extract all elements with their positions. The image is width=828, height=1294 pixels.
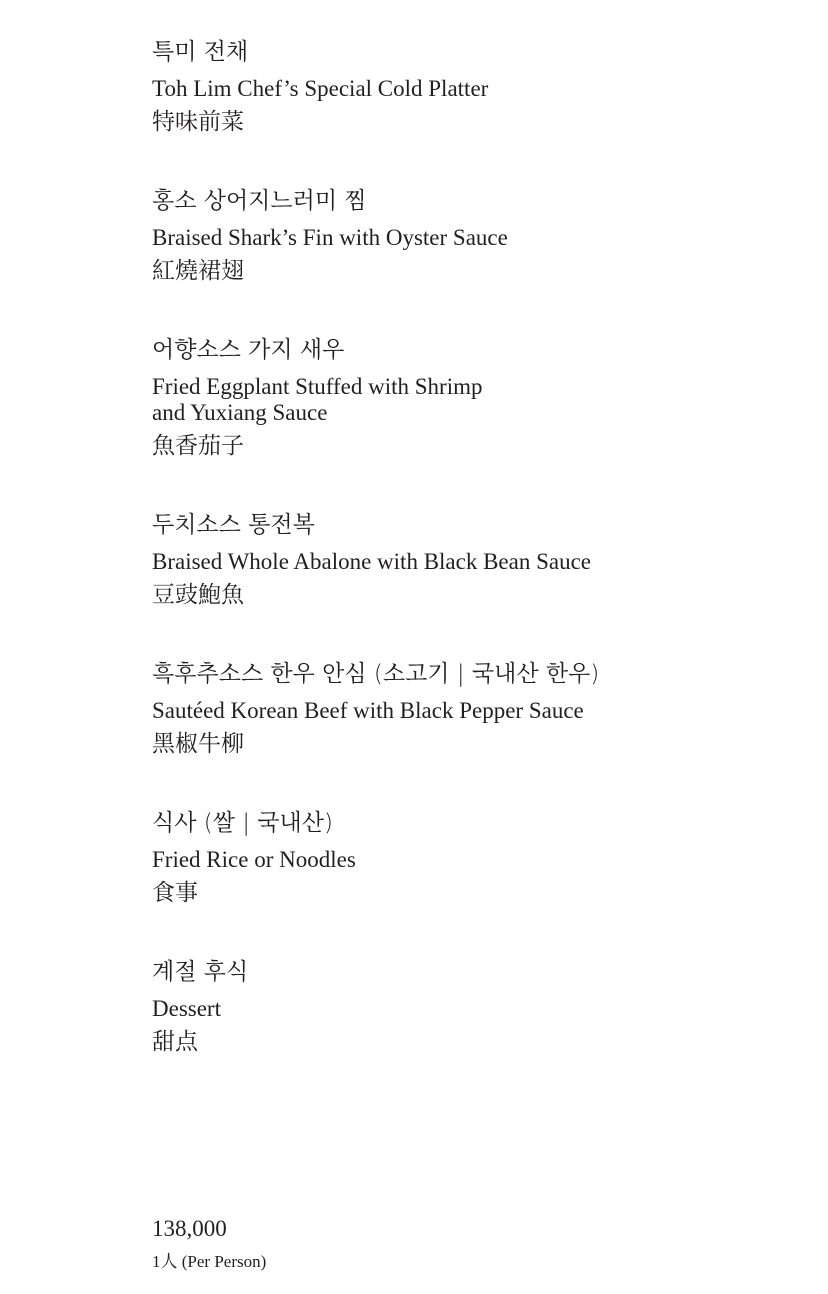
- course-name-chinese: 甜点: [152, 1029, 198, 1055]
- course-name-english: Fried Rice or Noodles: [152, 847, 356, 872]
- course-name-chinese: 食事: [152, 880, 198, 906]
- course-name-chinese: 紅燒裙翅: [152, 258, 244, 284]
- course-name-english: Braised Whole Abalone with Black Bean Sauce: [152, 549, 592, 574]
- course-item: [152, 334, 792, 509]
- course-item: [152, 185, 792, 334]
- price-block: [152, 1214, 266, 1274]
- course-name-korean: 계절 후식: [152, 959, 249, 985]
- course-name-chinese: 黑椒牛柳: [152, 731, 244, 757]
- course-item: [152, 658, 792, 807]
- course-name-chinese: 魚香茄子: [152, 433, 244, 459]
- price-amount: 138,000: [152, 1216, 227, 1241]
- price-unit: 1人 (Per Person): [152, 1252, 267, 1271]
- course-item: [152, 807, 792, 956]
- course-item: [152, 36, 792, 185]
- course-name-english: Sautéed Korean Beef with Black Pepper Sauce: [152, 698, 584, 723]
- course-name-korean: 홍소 상어지느러미 찜: [152, 188, 367, 214]
- course-name-english: Toh Lim Chef’s Special Cold Platter: [152, 76, 489, 101]
- course-name-english: Dessert: [152, 996, 221, 1021]
- course-item: [152, 509, 792, 658]
- course-name-english: Fried Eggplant Stuffed with Shrimp and Yuxiang Sauce: [152, 374, 483, 425]
- course-menu: [152, 36, 792, 1105]
- course-name-korean: 어향소스 가지 새우: [152, 337, 345, 363]
- course-name-korean: 흑후추소스 한우 안심 (소고기 | 국내산 한우): [152, 661, 600, 687]
- course-name-chinese: 特味前菜: [152, 109, 244, 135]
- course-name-chinese: 豆豉鮑魚: [152, 582, 244, 608]
- course-name-english: Braised Shark’s Fin with Oyster Sauce: [152, 225, 508, 250]
- course-item: [152, 956, 792, 1105]
- course-name-korean: 두치소스 통전복: [152, 512, 315, 538]
- course-name-korean: 식사 (쌀 | 국내산): [152, 810, 333, 836]
- course-name-korean: 특미 전채: [152, 39, 249, 65]
